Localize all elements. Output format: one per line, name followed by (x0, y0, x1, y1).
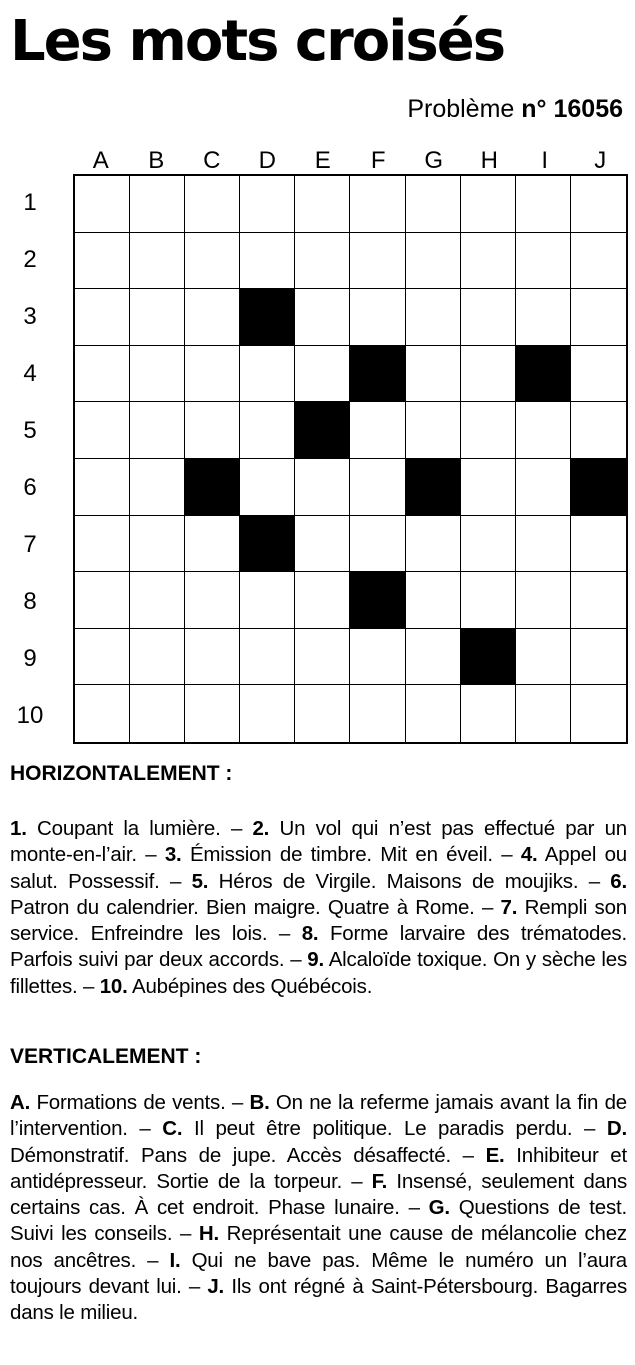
clue-text: Insensé, seulement dans certains cas. À cet endroit. Phase lunaire. (10, 1169, 628, 1220)
grid-cell[interactable] (75, 516, 130, 573)
black-cell (350, 572, 405, 629)
grid-cell[interactable] (75, 402, 130, 459)
grid-cell[interactable] (75, 176, 130, 233)
grid-cell[interactable] (130, 572, 185, 629)
grid-cell[interactable] (406, 685, 461, 742)
row-label: 4 (23, 359, 37, 387)
grid-cell[interactable] (130, 346, 185, 403)
grid-cell[interactable] (406, 629, 461, 686)
grid-cell[interactable] (185, 289, 240, 346)
clue-label: 10. (99, 974, 128, 998)
column-label: I (541, 147, 549, 174)
column-label: C (203, 147, 221, 174)
row-label: 6 (23, 473, 37, 501)
black-cell (350, 346, 405, 403)
grid-cell[interactable] (295, 685, 350, 742)
grid-cell[interactable] (571, 289, 626, 346)
grid-cell[interactable] (240, 629, 295, 686)
grid-cell[interactable] (240, 233, 295, 290)
grid-cell[interactable] (461, 402, 516, 459)
grid-cell[interactable] (571, 516, 626, 573)
column-label: F (370, 147, 386, 174)
clue-text: Émission de timbre. Mit en éveil. (181, 843, 493, 867)
clue-label: 2. (252, 817, 270, 840)
clue-label: E. (485, 1143, 505, 1167)
grid-cell[interactable] (295, 346, 350, 403)
clue-label: 5. (191, 869, 209, 893)
grid-cell[interactable] (461, 572, 516, 629)
clue-label: A. (10, 1091, 31, 1114)
clue-label: 8. (301, 922, 319, 946)
clue-text: Patron du calendrier. Bien maigre. Quatre à Rome. (10, 895, 475, 919)
grid-cell[interactable] (295, 289, 350, 346)
grid-cell[interactable] (295, 516, 350, 573)
grid-cell[interactable] (350, 402, 405, 459)
problem-number (407, 92, 623, 126)
grid-cell[interactable] (185, 402, 240, 459)
grid-cell[interactable] (406, 572, 461, 629)
grid-cell[interactable] (185, 685, 240, 742)
column-label: B (148, 147, 165, 174)
row-label: 5 (23, 416, 37, 444)
grid-cell[interactable] (406, 176, 461, 233)
grid-cell[interactable] (130, 685, 185, 742)
black-cell (406, 459, 461, 516)
clue-label: D. (606, 1117, 627, 1141)
row-label: 10 (16, 701, 44, 729)
clue-label: 1. (10, 817, 27, 840)
grid-cell[interactable] (75, 289, 130, 346)
clue-label: H. (198, 1222, 219, 1246)
grid-cell[interactable] (295, 233, 350, 290)
grid-cell[interactable] (461, 233, 516, 290)
grid-cell[interactable] (461, 516, 516, 573)
grid-cell[interactable] (240, 402, 295, 459)
vertical-heading: VERTICALEMENT : (10, 1045, 202, 1068)
clue-label: 9. (307, 948, 324, 972)
grid-cell[interactable] (75, 572, 130, 629)
column-label: H (480, 147, 498, 174)
grid-cell[interactable] (571, 176, 626, 233)
black-cell (185, 459, 240, 516)
clue-label: F. (371, 1169, 388, 1193)
grid-cell[interactable] (516, 516, 571, 573)
grid-cell[interactable] (406, 402, 461, 459)
grid-cell[interactable] (571, 572, 626, 629)
grid-cell[interactable] (185, 572, 240, 629)
clue-text: Rempli son service. Enfreindre les lois. (10, 895, 627, 946)
grid-cell[interactable] (240, 459, 295, 516)
grid-cell[interactable] (75, 629, 130, 686)
clue-text: Héros de Virgile. Maisons de moujiks. (208, 869, 579, 893)
grid-cell[interactable] (406, 516, 461, 573)
grid-cell[interactable] (295, 629, 350, 686)
grid-cell[interactable] (461, 459, 516, 516)
grid-cell[interactable] (350, 629, 405, 686)
clue-label: C. (162, 1117, 183, 1141)
clue-text: Questions de test. Suivi les conseils. (10, 1196, 627, 1246)
clue-text: Il peut être politique. Le paradis perdu. (182, 1117, 573, 1141)
grid-cell[interactable] (130, 402, 185, 459)
grid-cell[interactable] (350, 176, 405, 233)
problem-number-value: n° 16056 (521, 95, 623, 123)
grid-cell[interactable] (75, 233, 130, 290)
problem-prefix: Problème (407, 95, 515, 123)
grid-cell[interactable] (350, 516, 405, 573)
grid-cell[interactable] (350, 685, 405, 742)
grid-cell[interactable] (240, 572, 295, 629)
clue-label: 6. (610, 869, 627, 893)
grid-cell[interactable] (516, 402, 571, 459)
grid-cell[interactable] (461, 289, 516, 346)
grid-cell[interactable] (185, 346, 240, 403)
grid-cell[interactable] (350, 289, 405, 346)
grid-cell[interactable] (130, 629, 185, 686)
clue-text: Alcaloïde toxique. On y sèche les fillettes. (10, 948, 627, 998)
grid-cell[interactable] (571, 402, 626, 459)
grid-cell[interactable] (571, 346, 626, 403)
clue-text: Ils ont régné à Saint-Pétersbourg. Bagarres dans le milieu. (10, 1275, 627, 1325)
clue-label: B. (249, 1091, 270, 1114)
clue-text: Forme larvaire des trématodes. Parfois suivi par deux accords. (10, 922, 627, 972)
grid-cell[interactable] (130, 459, 185, 516)
column-label: G (424, 147, 444, 174)
clue-text: Démonstratif. Pans de jupe. Accès désaffecté. (10, 1143, 451, 1167)
grid-cell[interactable] (130, 176, 185, 233)
black-cell (571, 459, 626, 516)
clue-text: Formations de vents. (30, 1091, 226, 1114)
grid-cell[interactable] (406, 233, 461, 290)
clue-label: 3. (164, 843, 182, 867)
black-cell (461, 629, 516, 686)
black-cell (240, 289, 295, 346)
grid-cell[interactable] (516, 629, 571, 686)
clue-label: J. (207, 1275, 225, 1299)
grid-cell[interactable] (75, 346, 130, 403)
grid-cell[interactable] (240, 346, 295, 403)
grid-cell[interactable] (295, 459, 350, 516)
row-label: 8 (23, 587, 37, 615)
clue-text: Coupant la lumière. (26, 817, 221, 840)
grid-cell[interactable] (461, 685, 516, 742)
grid-cell[interactable] (185, 629, 240, 686)
grid-cell[interactable] (571, 629, 626, 686)
grid-cell[interactable] (406, 346, 461, 403)
row-label: 3 (23, 302, 37, 330)
grid-cell[interactable] (350, 233, 405, 290)
column-label: E (314, 147, 331, 174)
clue-label: 4. (520, 843, 538, 867)
clue-label: 7. (500, 895, 518, 919)
vertical-clues: A. Formations de vents. – B. On ne la referme jamais avant la fin de l’intervention. – C. Il peut être politique. Le paradis perdu. – D. Démonstratif. Pans de jupe. Accès désaffecté. – E. Inhibiteur et antidépresseur. Sortie de la torpeur. – F. Insensé, seulement dans certains cas. À cet endroit. Phase lunaire. – G. Questions de test. Suivi les conseils. – H. Représentait une cause de mélancolie chez nos ancêtres. – I. Qui ne bave pas. Même le numéro un l’aura toujours devant lui. – J. Ils ont régné à Saint-Pétersbourg. Bagarres dans le milieu. (10, 1091, 628, 1325)
grid-cell[interactable] (130, 289, 185, 346)
grid-cell[interactable] (185, 233, 240, 290)
clue-text: Aubépines des Québécois. (127, 974, 373, 998)
horizontal-clues: 1. Coupant la lumière. – 2. Un vol qui n’est pas effectué par un monte-en-l’air. – 3. Émission de timbre. Mit en éveil. – 4. Appel ou salut. Possessif. – 5. Héros de Virgile. Maisons de moujiks. – 6. Patron du calendrier. Bien maigre. Quatre à Rome. – 7. Rempli son service. Enfreindre les lois. – 8. Forme larvaire des trématodes. Parfois suivi par deux accords. – 9. Alcaloïde toxique. On y sèche les fillettes. – 10. Aubépines des Québécois. (10, 817, 627, 998)
row-label: 9 (23, 644, 37, 672)
grid-cell[interactable] (461, 346, 516, 403)
crossword-grid[interactable] (73, 174, 628, 744)
grid-cell[interactable] (75, 459, 130, 516)
grid-cell[interactable] (295, 572, 350, 629)
grid-cell[interactable] (571, 233, 626, 290)
grid-cell[interactable] (240, 176, 295, 233)
clue-label: I. (169, 1248, 181, 1272)
row-label: 1 (23, 188, 37, 216)
clue-label: G. (428, 1196, 450, 1220)
row-label: 7 (23, 530, 37, 558)
row-label: 2 (23, 245, 37, 273)
grid-cell[interactable] (240, 685, 295, 742)
black-cell (240, 516, 295, 573)
grid-cell[interactable] (461, 176, 516, 233)
grid-cell[interactable] (130, 516, 185, 573)
grid-cell[interactable] (516, 176, 571, 233)
black-cell (295, 402, 350, 459)
grid-cell[interactable] (516, 233, 571, 290)
column-label: J (594, 147, 607, 174)
clue-text: Qui ne bave pas. Même le numéro un l’aura toujours devant lui. (10, 1248, 627, 1299)
grid-cell[interactable] (350, 459, 405, 516)
horizontal-heading: HORIZONTALEMENT : (10, 762, 233, 785)
grid-cell[interactable] (406, 289, 461, 346)
clue-text: Représentait une cause de mélancolie chez nos ancêtres. (10, 1222, 627, 1272)
grid-cell[interactable] (516, 685, 571, 742)
grid-cell[interactable] (185, 516, 240, 573)
clue-text: Un vol qui n’est pas effectué par un monte-en-l’air. (10, 817, 627, 867)
column-label: D (258, 147, 276, 174)
grid-cell[interactable] (130, 233, 185, 290)
grid-cell[interactable] (295, 176, 350, 233)
grid-cell[interactable] (185, 176, 240, 233)
clue-text: On ne la referme jamais avant la fin de l’intervention. (10, 1091, 627, 1141)
black-cell (516, 346, 571, 403)
grid-cell[interactable] (516, 289, 571, 346)
grid-cell[interactable] (75, 685, 130, 742)
grid-cell[interactable] (571, 685, 626, 742)
page-title: Les mots croisés (10, 9, 505, 74)
clue-text: Appel ou salut. Possessif. (10, 843, 627, 893)
column-label: A (92, 147, 109, 174)
clue-text: Inhibiteur et antidépresseur. Sortie de la torpeur. (10, 1143, 627, 1193)
grid-cell[interactable] (516, 459, 571, 516)
grid-cell[interactable] (516, 572, 571, 629)
